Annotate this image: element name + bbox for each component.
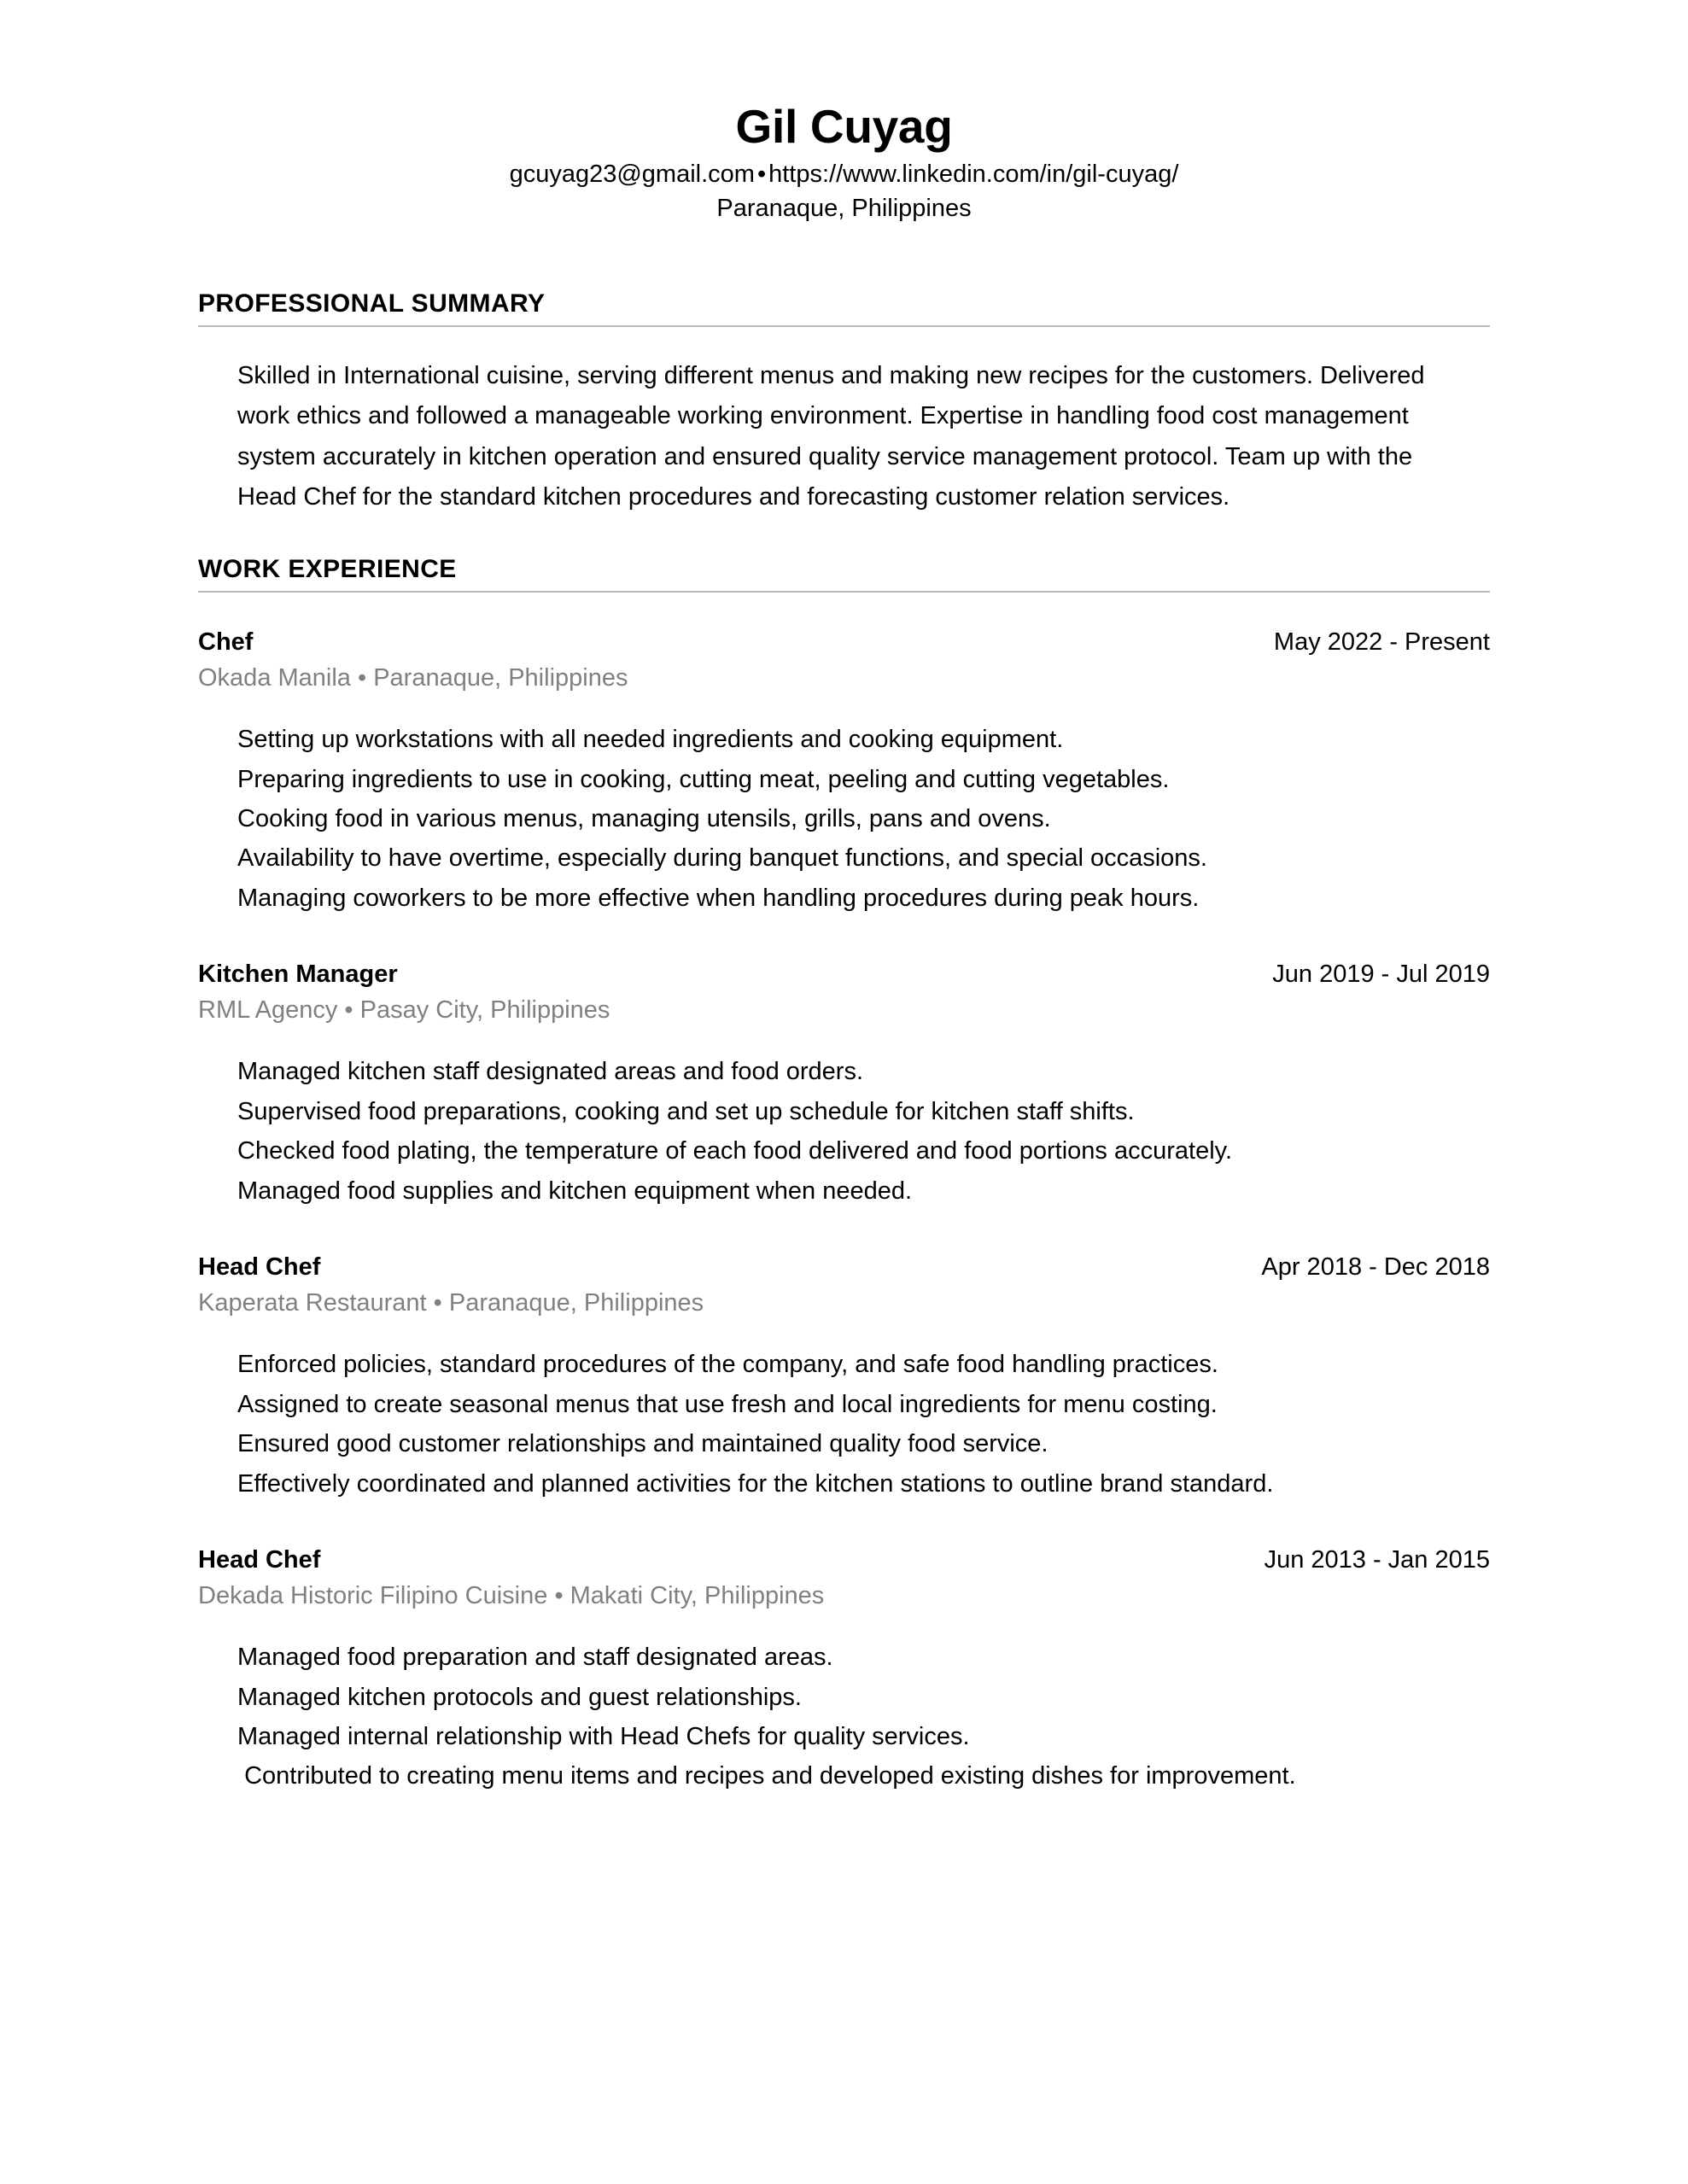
professional-summary-text: Skilled in International cuisine, serving different menus and making new recipes for the customers. Delivered work ethics and followed a manageable working environment. Expertise in handling food cost management system accurately in kitchen operation and ensured quality service management protocol. Team up with the Head Chef for the standard kitchen procedures and forecasting customer relation services. <box>237 361 1425 511</box>
job-entry <box>198 1504 1490 1796</box>
job-title: Head Chef <box>198 1545 321 1574</box>
job-responsibility-item: Supervised food preparations, cooking and set up schedule for kitchen staff shifts. <box>237 1097 1135 1125</box>
section-professional-summary <box>198 225 1490 518</box>
job-entry <box>198 918 1490 1211</box>
job-entry <box>198 593 1490 918</box>
work-experience-heading: WORK EXPERIENCE <box>198 554 457 583</box>
section-work-experience <box>198 518 1490 1796</box>
job-dates: Jun 2019 - Jul 2019 <box>1272 961 1490 989</box>
job-responsibility-item: Ensured good customer relationships and maintained quality food service. <box>237 1430 1048 1458</box>
job-title: Chef <box>198 628 254 656</box>
candidate-location: Paranaque, Philippines <box>716 194 972 222</box>
job-responsibility-item: Preparing ingredients to use in cooking, cutting meat, peeling and cutting vegetables. <box>237 765 1170 793</box>
job-responsibility-item: Managing coworkers to be more effective when handling procedures during peak hours. <box>237 884 1200 912</box>
job-company-location: Okada Manila • Paranaque, Philippines <box>198 663 628 692</box>
job-dates: Apr 2018 - Dec 2018 <box>1261 1253 1490 1282</box>
job-responsibility-list <box>198 696 1490 918</box>
resume-header <box>198 0 1490 225</box>
job-responsibility-item: Effectively coordinated and planned activities for the kitchen stations to outline brand standard. <box>237 1469 1274 1498</box>
job-responsibility-item: Cooking food in various menus, managing utensils, grills, pans and ovens. <box>237 804 1051 832</box>
job-company-location: RML Agency • Pasay City, Philippines <box>198 996 610 1025</box>
job-header-row <box>198 957 1490 992</box>
job-responsibility-item: Managed kitchen protocols and guest relationships. <box>237 1683 802 1711</box>
job-responsibility-list <box>198 1614 1490 1796</box>
job-company-location: Dekada Historic Filipino Cuisine • Makati City, Philippines <box>198 1582 825 1610</box>
job-responsibility-item: Assigned to create seasonal menus that use fresh and local ingredients for menu costing. <box>237 1390 1218 1418</box>
job-dates: Jun 2013 - Jan 2015 <box>1264 1545 1490 1574</box>
job-responsibility-list <box>198 1028 1490 1211</box>
job-responsibility-item: Managed kitchen staff designated areas and food orders. <box>237 1058 864 1086</box>
job-company-location: Kaperata Restaurant • Paranaque, Philippines <box>198 1289 704 1317</box>
job-header-row <box>198 1250 1490 1285</box>
job-responsibility-item: Enforced policies, standard procedures of the company, and safe food handling practices. <box>237 1351 1218 1379</box>
job-dates: May 2022 - Present <box>1273 628 1490 656</box>
contact-separator: • <box>756 160 767 188</box>
job-responsibility-item: Availability to have overtime, especially during banquet functions, and special occasions. <box>237 844 1207 873</box>
contact-line <box>198 157 1490 191</box>
job-responsibility-item: Managed food supplies and kitchen equipment when needed. <box>237 1177 913 1205</box>
email-address[interactable]: gcuyag23@gmail.com <box>509 160 755 188</box>
job-responsibility-list <box>198 1321 1490 1504</box>
candidate-name: Gil Cuyag <box>735 100 953 153</box>
job-header-row <box>198 1543 1490 1578</box>
job-responsibility-item: Checked food plating, the temperature of each food delivered and food portions accurately. <box>237 1137 1233 1165</box>
job-responsibility-item: Managed food preparation and staff designated areas. <box>237 1644 833 1672</box>
job-responsibility-item: Contributed to creating menu items and recipes and developed existing dishes for improvement. <box>237 1762 1296 1790</box>
job-entry <box>198 1211 1490 1504</box>
job-title: Head Chef <box>198 1253 321 1282</box>
linkedin-url[interactable]: https://www.linkedin.com/in/gil-cuyag/ <box>768 160 1179 188</box>
job-responsibility-item: Setting up workstations with all needed ingredients and cooking equipment. <box>237 726 1064 754</box>
work-experience-list <box>198 593 1490 1796</box>
job-responsibility-item: Managed internal relationship with Head Chefs for quality services. <box>237 1723 970 1751</box>
professional-summary-body <box>198 327 1490 518</box>
professional-summary-heading: PROFESSIONAL SUMMARY <box>198 289 546 318</box>
job-header-row <box>198 625 1490 660</box>
job-title: Kitchen Manager <box>198 961 398 989</box>
